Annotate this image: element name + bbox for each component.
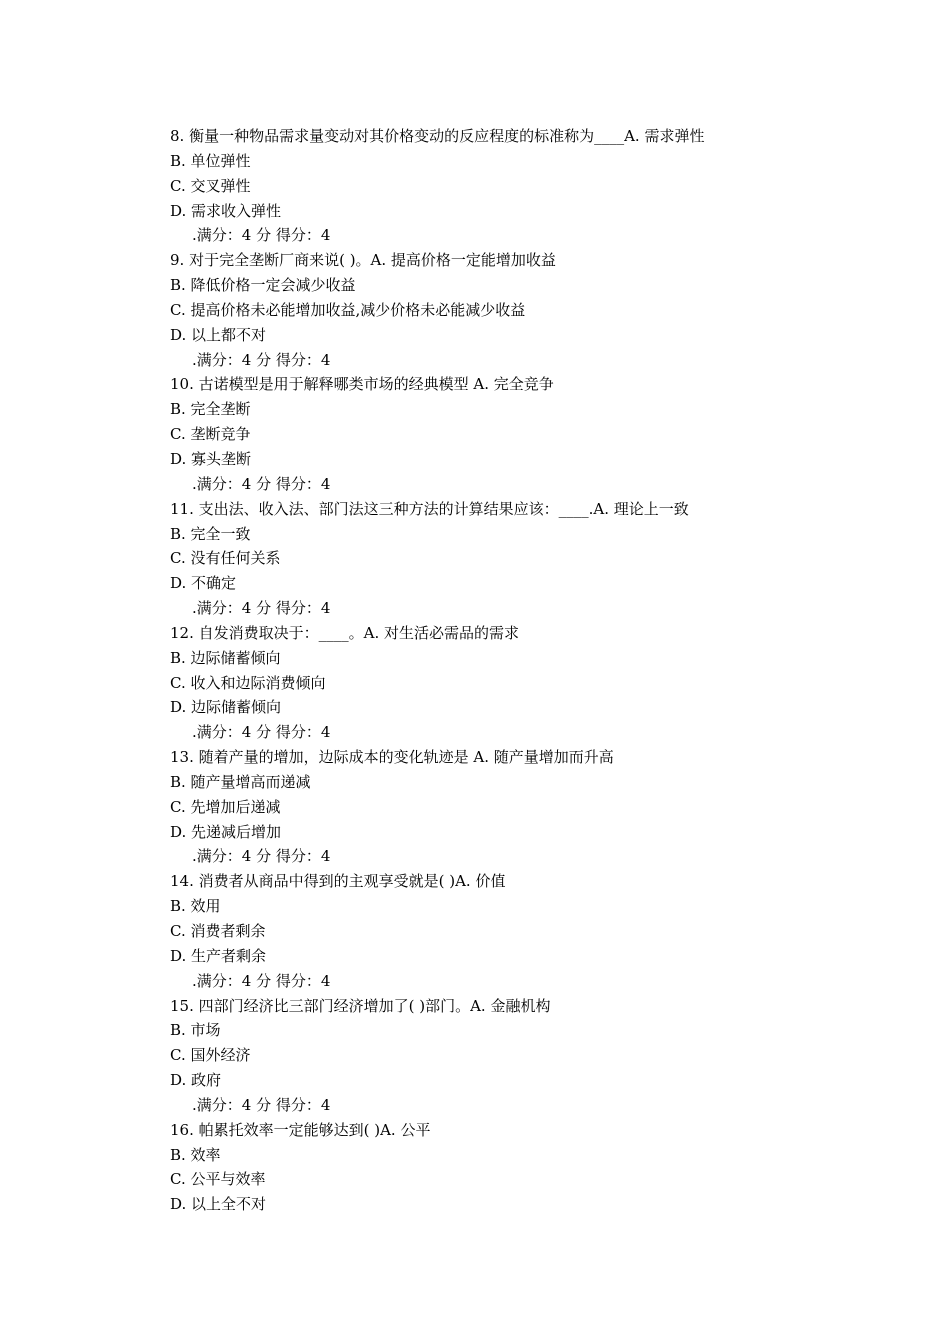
question-9: [170, 248, 810, 372]
option-d: D. 以上全不对: [170, 1195, 267, 1214]
option-b: B. 随产量增高而递减: [170, 772, 311, 791]
option-c: C. 先增加后递减: [170, 797, 281, 816]
question-stem: 12. 自发消费取决于：____。A. 对生活必需品的需求: [170, 623, 519, 642]
question-13: [170, 745, 810, 869]
question-stem: 10. 古诺模型是用于解释哪类市场的经典模型 A. 完全竞争: [170, 375, 554, 394]
score-line: .满分：4 分 得分：4: [192, 350, 331, 369]
score-line: .满分：4 分 得分：4: [192, 226, 331, 245]
question-stem: 13. 随着产量的增加，边际成本的变化轨迹是 A. 随产量增加而升高: [170, 748, 614, 767]
option-d: D. 以上都不对: [170, 325, 267, 344]
option-c: C. 消费者剩余: [170, 922, 266, 940]
option-d: D. 不确定: [170, 574, 237, 593]
option-b: B. 完全垄断: [170, 400, 251, 419]
option-c: C. 公平与效率: [170, 1170, 266, 1189]
score-line: .满分：4 分 得分：4: [192, 723, 331, 742]
question-16: [170, 1118, 810, 1217]
option-c: C. 收入和边际消费倾向: [170, 673, 326, 692]
option-c: C. 提高价格未必能增加收益,减少价格未必能减少收益: [170, 300, 526, 319]
question-stem: 16. 帕累托效率一定能够达到( )A. 公平: [170, 1120, 431, 1139]
question-14: [170, 869, 810, 993]
score-line: .满分：4 分 得分：4: [192, 599, 331, 618]
option-b: B. 效用: [170, 897, 221, 916]
question-8: [170, 124, 810, 248]
option-b: B. 边际储蓄倾向: [170, 648, 281, 667]
question-stem: 11. 支出法、收入法、部门法这三种方法的计算结果应该：____.A. 理论上一致: [170, 499, 689, 518]
score-line: .满分：4 分 得分：4: [192, 847, 331, 866]
question-12: [170, 621, 810, 745]
question-15: [170, 994, 810, 1118]
score-line: .满分：4 分 得分：4: [192, 971, 331, 990]
option-d: D. 先递减后增加: [170, 822, 282, 841]
option-c: C. 没有任何关系: [170, 549, 281, 568]
option-d: D. 边际储蓄倾向: [170, 698, 282, 717]
option-c: C. 国外经济: [170, 1046, 251, 1065]
option-b: B. 完全一致: [170, 524, 251, 543]
question-stem: 15. 四部门经济比三部门经济增加了( )部门。A. 金融机构: [170, 996, 551, 1015]
option-d: D. 寡头垄断: [170, 449, 252, 468]
question-stem: 9. 对于完全垄断厂商来说( )。A. 提高价格一定能增加收益: [170, 251, 556, 270]
option-c: C. 交叉弹性: [170, 176, 251, 195]
score-line: .满分：4 分 得分：4: [192, 474, 331, 493]
question-stem: 8. 衡量一种物品需求量变动对其价格变动的反应程度的标准称为____A. 需求弹性: [170, 127, 705, 145]
option-d: D. 政府: [170, 1071, 222, 1090]
option-d: D. 生产者剩余: [170, 946, 267, 965]
option-b: B. 市场: [170, 1021, 221, 1040]
question-10: [170, 372, 810, 496]
option-c: C. 垄断竞争: [170, 425, 251, 444]
option-b: B. 降低价格一定会减少收益: [170, 276, 356, 295]
question-11: [170, 497, 810, 621]
question-stem: 14. 消费者从商品中得到的主观享受就是( )A. 价值: [170, 872, 506, 891]
option-b: B. 单位弹性: [170, 151, 251, 170]
option-d: D. 需求收入弹性: [170, 201, 282, 220]
option-b: B. 效率: [170, 1145, 221, 1164]
question-list: [170, 124, 810, 1217]
score-line: .满分：4 分 得分：4: [192, 1095, 331, 1114]
